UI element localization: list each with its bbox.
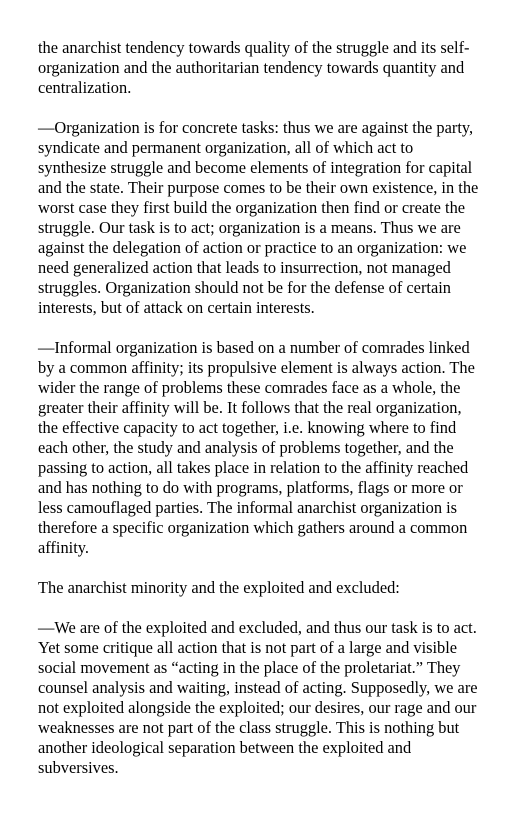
- paragraph-concrete-tasks: —Organization is for concrete tasks: thus we are against the party, syndicate and permanent organization, all of which act to synthesize struggle and become elements of integration for capital and the state. Their purpose comes to be their own existence, in the worst case they first build the organization then find or create the struggle. Our task is to act; organization is a means. Thus we are against the delegation of action or practice to an organization: we need generalized action that leads to insurrection, not managed struggles. Organization should not be for the defense of certain interests, but of attack on certain interests.: [38, 118, 479, 317]
- paragraph-tendencies: the anarchist tendency towards quality of the struggle and its self- organization and the authoritarian tendency towards quantity and centralization.: [38, 38, 470, 97]
- document-body: [38, 38, 504, 778]
- section-heading-minority: The anarchist minority and the exploited and excluded:: [38, 578, 400, 597]
- paragraph-exploited-excluded: —We are of the exploited and excluded, and thus our task is to act. Yet some critique all action that is not part of a large and visible social movement as “acting in the place of the proletariat.” They counsel analysis and waiting, instead of acting. Supposedly, we are not exploited alongside the exploited; our desires, our rage and our weaknesses are not part of the class struggle. This is nothing but another ideological separation between the exploited and subversives.: [38, 618, 478, 777]
- paragraph-informal-organization: —Informal organization is based on a number of comrades linked by a common affinity; its propulsive element is always action. The wider the range of problems these comrades face as a whole, the greater their affinity will be. It follows that the real organization, the effective capacity to act together, i.e. knowing where to find each other, the study and analysis of problems together, and the passing to action, all takes place in relation to the affinity reached and has nothing to do with programs, platforms, flags or more or less camouflaged parties. The informal anarchist organization is therefore a specific organization which gathers around a common affinity.: [38, 338, 475, 557]
